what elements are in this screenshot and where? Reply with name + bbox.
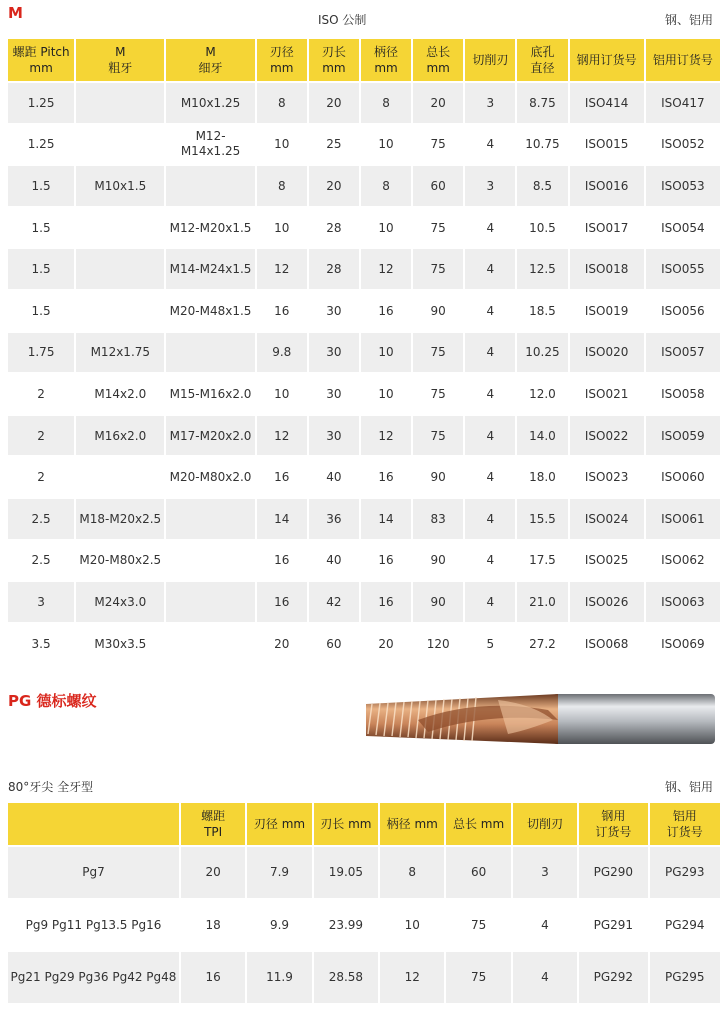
m-table-cell: 3 <box>465 166 515 206</box>
m-table-cell: 20 <box>361 624 411 664</box>
m-table-cell: 83 <box>413 499 463 539</box>
m-table-cell: 12 <box>361 416 411 456</box>
m-table-cell: ISO059 <box>646 416 720 456</box>
pg-table-cell: 7.9 <box>247 847 311 898</box>
m-table-cell: M30x3.5 <box>76 624 164 664</box>
m-table-cell: 2 <box>8 374 74 414</box>
m-table-cell: 15.5 <box>517 499 567 539</box>
m-table-cell: ISO024 <box>570 499 644 539</box>
pg-table-cell: 4 <box>513 952 577 1003</box>
m-header-text: 刃长 <box>321 45 346 59</box>
m-table-row <box>8 249 720 289</box>
m-header-text: M <box>205 45 216 59</box>
m-table-cell <box>76 208 164 248</box>
m-table-cell: M20-M48x1.5 <box>166 291 254 331</box>
m-table-cell: 90 <box>413 457 463 497</box>
m-table-cell: 10 <box>257 374 307 414</box>
m-table-cell: M12- M14x1.25 <box>166 125 254 165</box>
m-table-cell: 8 <box>361 166 411 206</box>
pg-header-cell <box>247 803 311 845</box>
m-table-cell: 16 <box>257 457 307 497</box>
m-table-cell: 40 <box>309 457 359 497</box>
m-header-text: 钢用订货号 <box>576 53 637 67</box>
m-table-cell: 12 <box>361 249 411 289</box>
pg-table-cell: 28.58 <box>314 952 378 1003</box>
m-table-cell: ISO069 <box>646 624 720 664</box>
m-table-cell: 10 <box>361 208 411 248</box>
m-table-cell: M14x2.0 <box>76 374 164 414</box>
m-header-text: 细牙 <box>198 61 223 75</box>
m-table-cell: 1.5 <box>8 291 74 331</box>
m-table-cell: 18.5 <box>517 291 567 331</box>
m-thread-table <box>6 37 722 665</box>
pg-header-text: 刃长 mm <box>320 817 372 831</box>
m-table-cell: 30 <box>309 291 359 331</box>
m-header-text: mm <box>322 61 346 75</box>
m-table-row <box>8 624 720 664</box>
m-table-cell: 16 <box>361 582 411 622</box>
m-table-cell: 12 <box>257 249 307 289</box>
m-table-cell: M14-M24x1.5 <box>166 249 254 289</box>
m-table-cell: ISO025 <box>570 541 644 581</box>
m-header-text: 螺距 Pitch <box>12 45 70 59</box>
m-header-text: 粗牙 <box>108 61 133 75</box>
m-header-cell <box>309 39 359 81</box>
m-table-cell: M18-M20x2.5 <box>76 499 164 539</box>
pg-table-cell: Pg7 <box>8 847 179 898</box>
m-table-cell: ISO016 <box>570 166 644 206</box>
m-header-text: 切削刃 <box>472 53 509 67</box>
m-table-cell: 40 <box>309 541 359 581</box>
m-table-cell: 75 <box>413 125 463 165</box>
pg-table-cell: Pg9 Pg11 Pg13.5 Pg16 <box>8 900 179 951</box>
m-table-cell: 20 <box>309 166 359 206</box>
pg-table-cell: Pg21 Pg29 Pg36 Pg42 Pg48 <box>8 952 179 1003</box>
m-table-cell: M20-M80x2.0 <box>166 457 254 497</box>
pg-header-text: 刃径 mm <box>253 817 306 831</box>
pg-header-cell <box>579 803 647 845</box>
m-table-cell: 10 <box>257 208 307 248</box>
m-table-cell: 16 <box>257 541 307 581</box>
pg-table-cell: 10 <box>380 900 444 951</box>
m-table-cell: ISO058 <box>646 374 720 414</box>
m-table-cell: 16 <box>361 541 411 581</box>
m-header-text: mm <box>270 61 294 75</box>
m-table-row <box>8 208 720 248</box>
pg-header-text: 切削刃 <box>526 817 563 831</box>
pg-table-cell: PG292 <box>579 952 647 1003</box>
pg-table-cell: PG290 <box>579 847 647 898</box>
pg-table-cell: 16 <box>181 952 245 1003</box>
pg-header-text: 柄径 mm <box>386 817 438 831</box>
pg-table-cell: PG295 <box>650 952 720 1003</box>
m-table-cell: ISO063 <box>646 582 720 622</box>
m-table-cell: 10 <box>361 125 411 165</box>
m-header-cell <box>465 39 515 81</box>
pg-table-row <box>8 952 720 1003</box>
m-header-cell <box>76 39 164 81</box>
pg-header-cell <box>650 803 720 845</box>
pg-table-cell: 75 <box>446 900 510 951</box>
pg-header-text: 订货号 <box>666 825 703 839</box>
m-table-cell: 9.8 <box>257 333 307 373</box>
m-table-cell: 2.5 <box>8 541 74 581</box>
m-table-cell: ISO061 <box>646 499 720 539</box>
m-table-cell: M12-M20x1.5 <box>166 208 254 248</box>
m-table-cell: 2 <box>8 457 74 497</box>
m-table-cell: 36 <box>309 499 359 539</box>
m-table-cell: 1.75 <box>8 333 74 373</box>
m-table-cell: 10 <box>361 374 411 414</box>
m-table-cell: 30 <box>309 374 359 414</box>
m-table-cell: 20 <box>413 83 463 123</box>
m-table-cell: 3 <box>465 83 515 123</box>
m-header-text: 总长 <box>426 45 451 59</box>
m-header-text: 铝用订货号 <box>652 53 713 67</box>
pg-table-cell: 19.05 <box>314 847 378 898</box>
m-table-cell: 4 <box>465 249 515 289</box>
m-table-cell: ISO414 <box>570 83 644 123</box>
m-table-cell: 30 <box>309 416 359 456</box>
m-table-cell: 12.5 <box>517 249 567 289</box>
m-table-cell: ISO015 <box>570 125 644 165</box>
pg-header-text: 订货号 <box>595 825 632 839</box>
m-table-cell: M10x1.5 <box>76 166 164 206</box>
pg-table-cell: 9.9 <box>247 900 311 951</box>
pg-header-text: TPI <box>204 825 223 839</box>
m-table-cell: 1.25 <box>8 125 74 165</box>
pg-table-cell: 11.9 <box>247 952 311 1003</box>
m-table-cell: 10 <box>257 125 307 165</box>
m-table-cell: 4 <box>465 208 515 248</box>
iso-metric-note: ISO 公制 <box>318 13 367 27</box>
m-table-cell: 8.75 <box>517 83 567 123</box>
pg-header-text: 铝用 <box>672 809 697 823</box>
pg-header-cell <box>380 803 444 845</box>
pg-table-row <box>8 847 720 898</box>
m-usage-note: 钢、铝用 <box>665 13 714 27</box>
m-table-cell: 1.5 <box>8 249 74 289</box>
m-table-cell: 16 <box>361 291 411 331</box>
m-table-cell: ISO026 <box>570 582 644 622</box>
m-table-cell: 14.0 <box>517 416 567 456</box>
m-table-cell: ISO021 <box>570 374 644 414</box>
m-table-cell: 16 <box>257 291 307 331</box>
m-header-cell <box>646 39 720 81</box>
pg-table-cell: 3 <box>513 847 577 898</box>
pg-table-cell: 8 <box>380 847 444 898</box>
m-table-cell: 16 <box>257 582 307 622</box>
m-table-cell <box>76 291 164 331</box>
m-table-cell: M17-M20x2.0 <box>166 416 254 456</box>
pg-table-row <box>8 900 720 951</box>
pg-table-cell: 75 <box>446 952 510 1003</box>
m-table-cell: ISO020 <box>570 333 644 373</box>
m-table-cell: 10.75 <box>517 125 567 165</box>
m-table-cell: 4 <box>465 541 515 581</box>
m-header-text: 底孔 <box>530 45 555 59</box>
m-table-cell: ISO057 <box>646 333 720 373</box>
m-table-cell: 28 <box>309 208 359 248</box>
m-table-cell: 120 <box>413 624 463 664</box>
m-table-row <box>8 499 720 539</box>
m-table-cell: 30 <box>309 333 359 373</box>
m-header-cell <box>517 39 567 81</box>
m-table-cell: 75 <box>413 249 463 289</box>
m-header-text: mm <box>374 61 398 75</box>
m-table-cell: 4 <box>465 333 515 373</box>
m-table-cell: M12x1.75 <box>76 333 164 373</box>
m-table-cell: 8 <box>361 83 411 123</box>
m-header-text: mm <box>29 61 53 75</box>
thread-mill-tool-image <box>358 690 720 752</box>
m-table-cell: ISO053 <box>646 166 720 206</box>
m-table-cell: 12 <box>257 416 307 456</box>
m-table-row <box>8 291 720 331</box>
pg-header-text: 总长 mm <box>452 817 505 831</box>
m-table-cell: 90 <box>413 291 463 331</box>
m-table-cell: ISO068 <box>570 624 644 664</box>
m-header-cell <box>361 39 411 81</box>
m-table-cell: ISO017 <box>570 208 644 248</box>
m-table-cell: ISO018 <box>570 249 644 289</box>
m-table-row <box>8 416 720 456</box>
m-header-cell <box>257 39 307 81</box>
m-header-text: 直径 <box>530 61 555 75</box>
m-table-cell: ISO055 <box>646 249 720 289</box>
m-header-text: 刃径 <box>269 45 294 59</box>
m-table-cell: 8 <box>257 83 307 123</box>
m-table-cell: ISO056 <box>646 291 720 331</box>
m-table-row <box>8 333 720 373</box>
m-table-cell: 10 <box>361 333 411 373</box>
m-table-cell <box>166 499 254 539</box>
m-table-cell: 4 <box>465 582 515 622</box>
m-table-cell <box>76 249 164 289</box>
m-table-cell <box>166 333 254 373</box>
m-table-cell: 18.0 <box>517 457 567 497</box>
pg-header-cell <box>181 803 245 845</box>
pg-thread-table <box>6 801 722 1005</box>
m-table-row <box>8 582 720 622</box>
m-table-cell: M10x1.25 <box>166 83 254 123</box>
m-table-cell: 4 <box>465 457 515 497</box>
m-table-cell: 2.5 <box>8 499 74 539</box>
m-table-cell: 14 <box>257 499 307 539</box>
m-table-cell: 10.5 <box>517 208 567 248</box>
m-table-cell: ISO417 <box>646 83 720 123</box>
m-table-cell: 14 <box>361 499 411 539</box>
m-table-cell: ISO023 <box>570 457 644 497</box>
m-table-cell <box>76 125 164 165</box>
m-table-cell: 12.0 <box>517 374 567 414</box>
m-table-row <box>8 374 720 414</box>
m-table-cell: 4 <box>465 499 515 539</box>
m-table-cell: 1.5 <box>8 166 74 206</box>
m-table-cell <box>166 166 254 206</box>
pg-header-cell <box>446 803 510 845</box>
m-table-cell: 3 <box>8 582 74 622</box>
m-table-cell: ISO022 <box>570 416 644 456</box>
m-table-cell: 60 <box>309 624 359 664</box>
m-table-cell: ISO019 <box>570 291 644 331</box>
m-table-cell <box>166 624 254 664</box>
m-table-cell: 90 <box>413 541 463 581</box>
m-table-cell: 60 <box>413 166 463 206</box>
pg-table-cell: 60 <box>446 847 510 898</box>
m-table-row <box>8 83 720 123</box>
pg-profile-note: 80°牙尖 全牙型 <box>8 780 94 794</box>
pg-table-cell: 4 <box>513 900 577 951</box>
m-table-cell: 10.25 <box>517 333 567 373</box>
m-header-cell <box>413 39 463 81</box>
m-header-text: mm <box>426 61 450 75</box>
m-table-cell <box>76 457 164 497</box>
m-table-cell: ISO054 <box>646 208 720 248</box>
pg-header-text: 钢用 <box>601 809 626 823</box>
pg-table-cell: 23.99 <box>314 900 378 951</box>
m-table-cell: 75 <box>413 416 463 456</box>
m-table-cell: 42 <box>309 582 359 622</box>
m-table-cell: 4 <box>465 374 515 414</box>
pg-header-cell <box>8 803 179 845</box>
m-table-cell <box>76 83 164 123</box>
m-table-cell: 4 <box>465 291 515 331</box>
pg-table-cell: 18 <box>181 900 245 951</box>
pg-table-cell: PG291 <box>579 900 647 951</box>
m-table-cell <box>166 541 254 581</box>
m-table-cell: M16x2.0 <box>76 416 164 456</box>
m-table-row <box>8 166 720 206</box>
m-table-row <box>8 541 720 581</box>
pg-header-cell <box>314 803 378 845</box>
m-header-text: 柄径 <box>374 45 399 59</box>
m-table-cell: 16 <box>361 457 411 497</box>
m-header-text: M <box>115 45 126 59</box>
m-table-cell: M20-M80x2.5 <box>76 541 164 581</box>
m-table-cell: 27.2 <box>517 624 567 664</box>
pg-header-text: 螺距 <box>201 809 226 823</box>
m-table-cell: 75 <box>413 208 463 248</box>
m-table-cell: ISO052 <box>646 125 720 165</box>
m-header-cell <box>570 39 644 81</box>
m-table-cell: M24x3.0 <box>76 582 164 622</box>
pg-usage-note: 钢、铝用 <box>665 780 714 794</box>
m-table-cell: 20 <box>309 83 359 123</box>
m-table-cell: 17.5 <box>517 541 567 581</box>
m-table-cell: 75 <box>413 374 463 414</box>
m-table-row <box>8 125 720 165</box>
m-table-cell: M15-M16x2.0 <box>166 374 254 414</box>
pg-table-cell: 12 <box>380 952 444 1003</box>
m-table-cell: 2 <box>8 416 74 456</box>
m-table-cell: 75 <box>413 333 463 373</box>
m-header-cell <box>8 39 74 81</box>
m-table-cell: 1.5 <box>8 208 74 248</box>
m-table-cell: 20 <box>257 624 307 664</box>
pg-table-cell: PG293 <box>650 847 720 898</box>
m-table-cell: 1.25 <box>8 83 74 123</box>
m-section-title: M <box>8 4 23 22</box>
m-table-cell: 4 <box>465 125 515 165</box>
m-table-row <box>8 457 720 497</box>
pg-header-cell <box>513 803 577 845</box>
m-table-cell: 3.5 <box>8 624 74 664</box>
m-table-cell: 25 <box>309 125 359 165</box>
m-table-cell: 21.0 <box>517 582 567 622</box>
m-table-cell: 28 <box>309 249 359 289</box>
m-table-cell: 8 <box>257 166 307 206</box>
m-table-cell: 8.5 <box>517 166 567 206</box>
m-header-cell <box>166 39 254 81</box>
pg-table-cell: 20 <box>181 847 245 898</box>
m-table-cell <box>166 582 254 622</box>
pg-section-title: PG 德标螺纹 <box>8 692 97 710</box>
m-table-cell: 5 <box>465 624 515 664</box>
pg-table-cell: PG294 <box>650 900 720 951</box>
m-table-cell: 90 <box>413 582 463 622</box>
m-table-cell: ISO062 <box>646 541 720 581</box>
m-table-cell: ISO060 <box>646 457 720 497</box>
m-table-cell: 4 <box>465 416 515 456</box>
